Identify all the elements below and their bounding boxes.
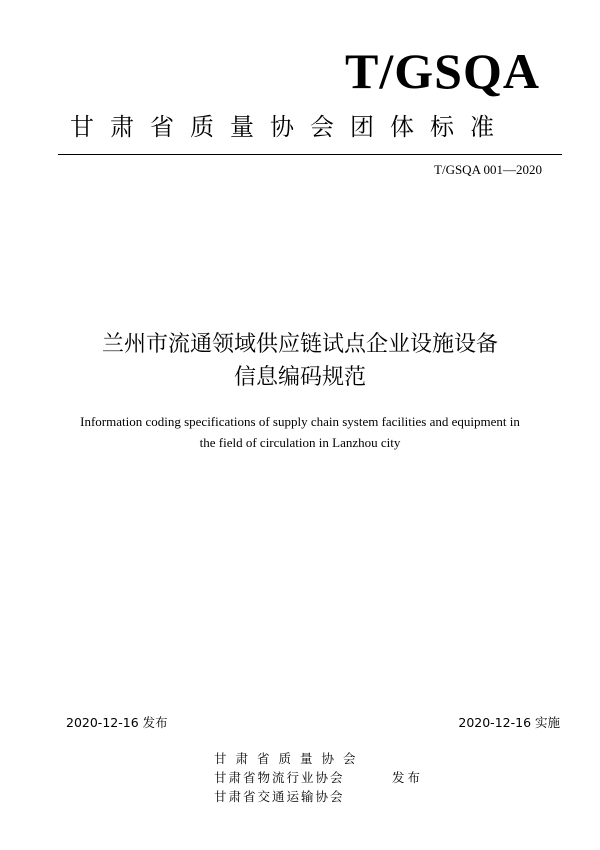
- publish-date: 2020-12-16 发布: [66, 715, 168, 730]
- publisher-org-3: 甘肃省交通运输协会: [214, 789, 345, 804]
- implement-date: 2020-12-16 实施: [458, 715, 560, 730]
- publisher-org-2: 甘肃省物流行业协会: [214, 770, 345, 785]
- standard-number: T/GSQA 001—2020: [434, 162, 542, 177]
- header-divider: [58, 154, 562, 155]
- publisher-list: [214, 749, 365, 806]
- publish-label: 发布: [392, 770, 424, 785]
- title-zh-line-1: 兰州市流通领域供应链试点企业设施设备: [101, 332, 498, 357]
- standard-type-heading: 甘肃省质量协会团体标准: [70, 113, 510, 141]
- document-title-en: [0, 411, 600, 453]
- publisher-org-1: 甘肃省质量协会: [214, 751, 365, 766]
- document-title-zh: [0, 328, 600, 394]
- title-en-line-2: the field of circulation in Lanzhou city: [199, 435, 401, 450]
- title-zh-line-2: 信息编码规范: [233, 365, 366, 390]
- title-en-line-1: Information coding specifications of supply chain system facilities and equipment in: [80, 414, 520, 429]
- standard-code-logo: T/GSQA: [345, 43, 540, 99]
